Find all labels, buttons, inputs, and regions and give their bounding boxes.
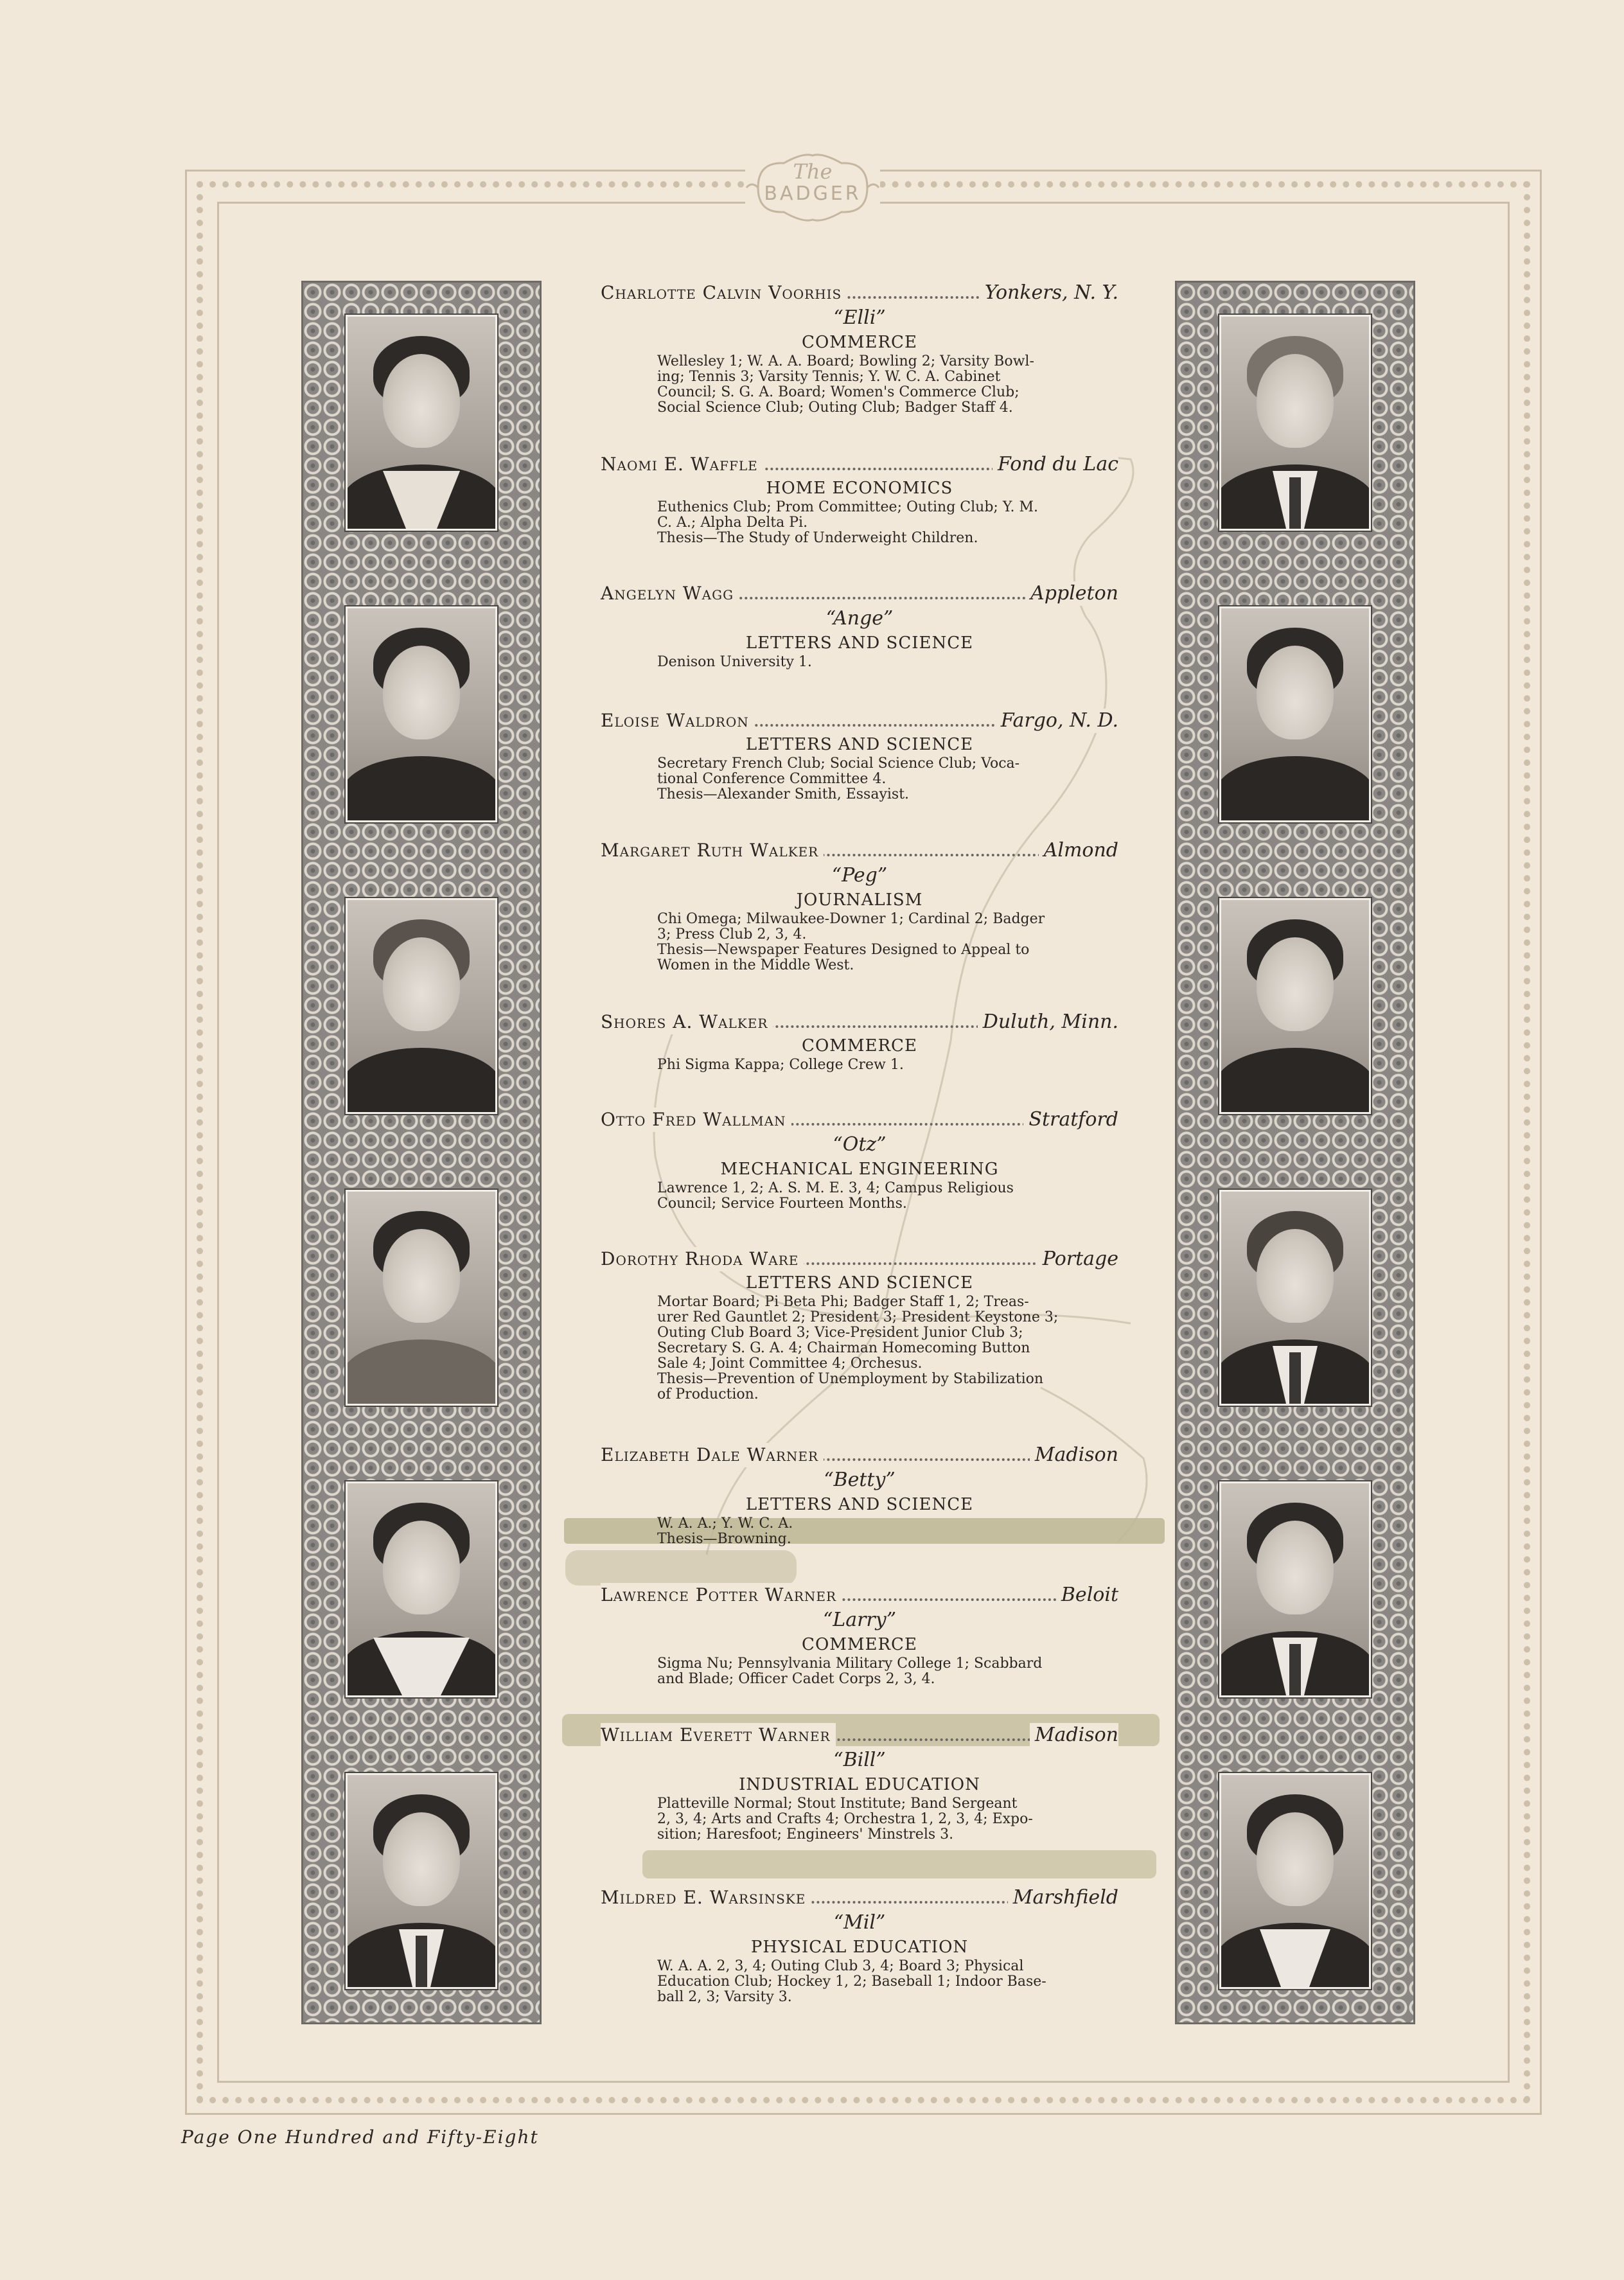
badger-crest-logo: [745, 149, 880, 226]
student-hometown: Appleton: [1025, 581, 1118, 606]
student-course: LETTERS AND SCIENCE: [745, 1495, 974, 1514]
student-hometown: Duluth, Minn.: [978, 1010, 1118, 1034]
senior-entry: [601, 452, 1118, 546]
senior-entry: [601, 1886, 1118, 2005]
activities-line: W. A. A.; Y. W. C. A.: [657, 1516, 793, 1532]
activities-line: and Blade; Officer Cadet Corps 2, 3, 4.: [657, 1671, 935, 1687]
activities-line: Wellesley 1; W. A. A. Board; Bowling 2; Varsity Bowl-: [657, 353, 1034, 369]
student-name: Elizabeth Dale Warner: [601, 1443, 824, 1467]
activities-line: sition; Haresfoot; Engineers' Minstrels 3.: [657, 1826, 954, 1843]
student-activities: [657, 1181, 1118, 1212]
student-activities: [657, 1656, 1118, 1687]
student-course: LETTERS AND SCIENCE: [745, 735, 974, 754]
photo-column-left: [301, 281, 542, 2024]
activities-line: Thesis—Browning.: [657, 1531, 791, 1547]
activities-line: Platteville Normal; Stout Institute; Band Sergeant: [657, 1796, 1018, 1812]
entry-header: [601, 581, 1118, 606]
senior-entry: [601, 709, 1118, 802]
student-course: COMMERCE: [802, 333, 917, 352]
student-name: Shores A. Walker: [601, 1010, 773, 1034]
portrait-photo-l-warner: [1219, 1481, 1371, 1697]
entry-header: [601, 1886, 1118, 1910]
portrait-photo-w-warner: [346, 1773, 497, 1989]
activities-line: Denison University 1.: [657, 654, 812, 670]
student-hometown: Almond: [1039, 838, 1118, 863]
student-course: INDUSTRIAL EDUCATION: [739, 1775, 980, 1794]
entry-header: [601, 838, 1118, 863]
activities-line: Phi Sigma Kappa; College Crew 1.: [657, 1057, 904, 1073]
student-activities: [657, 1796, 1118, 1843]
student-name: Lawrence Potter Warner: [601, 1583, 842, 1607]
student-hometown: Fond du Lac: [993, 452, 1118, 477]
activities-line: Thesis—Newspaper Features Designed to Appeal to: [657, 942, 1030, 958]
activities-line: Thesis—The Study of Underweight Children.: [657, 530, 978, 546]
senior-entry: [601, 1108, 1118, 1212]
student-activities: [657, 1959, 1118, 2005]
student-course: PHYSICAL EDUCATION: [750, 1938, 969, 1957]
page-number-label: Page One Hundred and Fifty-Eight: [181, 2126, 539, 2148]
activities-line: Council; S. G. A. Board; Women's Commerce Club;: [657, 384, 1019, 400]
entry-header: [601, 1108, 1118, 1132]
student-nickname: “Elli”: [833, 306, 886, 329]
student-activities: [657, 1057, 1118, 1073]
activities-line: 2, 3, 4; Arts and Crafts 4; Orchestra 1, 2, 3, 4; Expo-: [657, 1811, 1033, 1827]
entry-header: [601, 709, 1118, 733]
activities-line: Thesis—Prevention of Unemployment by Stabilization: [657, 1371, 1044, 1387]
activities-line: Sigma Nu; Pennsylvania Military College 1; Scabbard: [657, 1656, 1043, 1672]
activities-line: ing; Tennis 3; Varsity Tennis; Y. W. C. A. Cabinet: [657, 369, 1001, 385]
student-name: Eloise Waldron: [601, 709, 754, 733]
portrait-photo-waffle-row: [1219, 315, 1371, 531]
activities-line: C. A.; Alpha Delta Pi.: [657, 515, 808, 531]
student-hometown: Yonkers, N. Y.: [980, 281, 1118, 305]
entry-header: [601, 1247, 1118, 1271]
senior-entry: [601, 281, 1118, 416]
student-name: Angelyn Wagg: [601, 581, 739, 606]
student-course: MECHANICAL ENGINEERING: [720, 1160, 999, 1179]
portrait-photo-ware-row: [1219, 1190, 1371, 1406]
entry-header: [601, 1010, 1118, 1034]
activities-line: Sale 4; Joint Committee 4; Orchesus.: [657, 1356, 922, 1372]
entry-header: [601, 1583, 1118, 1607]
student-course: HOME ECONOMICS: [766, 479, 953, 498]
portrait-photo-warsinske: [1219, 1773, 1371, 1989]
photo-column-right: [1175, 281, 1415, 2024]
student-hometown: Portage: [1037, 1247, 1118, 1271]
activities-line: Secretary French Club; Social Science Club; Voca-: [657, 756, 1020, 772]
entry-header: [601, 1723, 1118, 1747]
student-name: Mildred E. Warsinske: [601, 1886, 811, 1910]
activities-line: Outing Club Board 3; Vice-President Junior Club 3;: [657, 1325, 1023, 1341]
student-activities: [657, 912, 1118, 973]
activities-line: Education Club; Hockey 1, 2; Baseball 1; Indoor Base-: [657, 1974, 1046, 1990]
senior-entry: [601, 838, 1118, 973]
senior-entry: [601, 1723, 1118, 1843]
senior-entry: [601, 581, 1118, 670]
activities-line: Social Science Club; Outing Club; Badger Staff 4.: [657, 400, 1013, 416]
student-activities: [657, 1516, 1118, 1547]
student-hometown: Madison: [1030, 1723, 1118, 1747]
student-hometown: Beloit: [1056, 1583, 1118, 1607]
activities-line: Mortar Board; Pi Beta Phi; Badger Staff 1, 2; Treas-: [657, 1294, 1029, 1310]
student-hometown: Madison: [1030, 1443, 1118, 1467]
student-course: LETTERS AND SCIENCE: [745, 633, 974, 653]
student-name: Charlotte Calvin Voorhis: [601, 281, 847, 305]
portrait-photo-voorhis: [346, 315, 497, 531]
senior-entry: [601, 1010, 1118, 1073]
student-course: LETTERS AND SCIENCE: [745, 1273, 974, 1293]
activities-line: Lawrence 1, 2; A. S. M. E. 3, 4; Campus Religious: [657, 1180, 1014, 1196]
student-name: Margaret Ruth Walker: [601, 838, 824, 863]
activities-line: Secretary S. G. A. 4; Chairman Homecoming Button: [657, 1340, 1030, 1356]
student-name: Naomi E. Waffle: [601, 452, 763, 477]
senior-entry: [601, 1443, 1118, 1547]
entry-header: [601, 1443, 1118, 1467]
student-nickname: “Otz”: [833, 1133, 887, 1156]
entry-header: [601, 452, 1118, 477]
student-hometown: Marshfield: [1008, 1886, 1118, 1910]
activities-line: of Production.: [657, 1386, 759, 1402]
student-course: COMMERCE: [802, 1036, 917, 1056]
activities-line: tional Conference Committee 4.: [657, 771, 887, 787]
student-hometown: Fargo, N. D.: [996, 709, 1118, 733]
student-nickname: “Ange”: [825, 607, 894, 630]
student-name: Dorothy Rhoda Ware: [601, 1247, 804, 1271]
student-nickname: “Bill”: [833, 1749, 886, 1771]
student-nickname: “Larry”: [822, 1609, 897, 1631]
student-nickname: “Mil”: [833, 1911, 886, 1934]
activities-line: Women in the Middle West.: [657, 957, 854, 973]
student-course: JOURNALISM: [796, 890, 923, 910]
student-nickname: “Betty”: [824, 1469, 896, 1491]
portrait-photo-wagg: [346, 606, 497, 822]
student-activities: [657, 756, 1118, 802]
student-hometown: Stratford: [1023, 1108, 1118, 1132]
student-nickname: “Peg”: [831, 864, 888, 887]
student-name: William Everett Warner: [601, 1723, 836, 1747]
student-activities: [657, 354, 1118, 416]
activities-line: Thesis—Alexander Smith, Essayist.: [657, 786, 910, 802]
portrait-photo-wallman-row: [346, 1190, 497, 1406]
paper-smudge: [642, 1850, 1156, 1878]
activities-line: W. A. A. 2, 3, 4; Outing Club 3, 4; Board 3; Physical: [657, 1958, 1024, 1974]
crest-the-text: The: [793, 159, 833, 184]
crest-badger-text: BADGER: [764, 182, 861, 205]
portrait-photo-m-walker: [346, 898, 497, 1114]
activities-line: ball 2, 3; Varsity 3.: [657, 1989, 792, 2005]
student-name: Otto Fred Wallman: [601, 1108, 791, 1132]
portrait-photo-s-walker-row: [1219, 898, 1371, 1114]
activities-line: Euthenics Club; Prom Committee; Outing Club; Y. M.: [657, 499, 1039, 515]
activities-line: 3; Press Club 2, 3, 4.: [657, 926, 807, 942]
paper-smudge: [565, 1550, 797, 1586]
activities-line: Chi Omega; Milwaukee-Downer 1; Cardinal 2; Badger: [657, 911, 1045, 927]
activities-line: urer Red Gauntlet 2; President 3; President Keystone 3;: [657, 1309, 1059, 1325]
entry-header: [601, 281, 1118, 305]
senior-entry: [601, 1583, 1118, 1687]
activities-line: Council; Service Fourteen Months.: [657, 1196, 907, 1212]
portrait-photo-waldron: [1219, 606, 1371, 822]
student-activities: [657, 500, 1118, 546]
student-activities: [657, 1295, 1118, 1402]
portrait-photo-e-warner: [346, 1481, 497, 1697]
senior-entry: [601, 1247, 1118, 1402]
student-course: COMMERCE: [802, 1635, 917, 1654]
student-activities: [657, 655, 1118, 670]
